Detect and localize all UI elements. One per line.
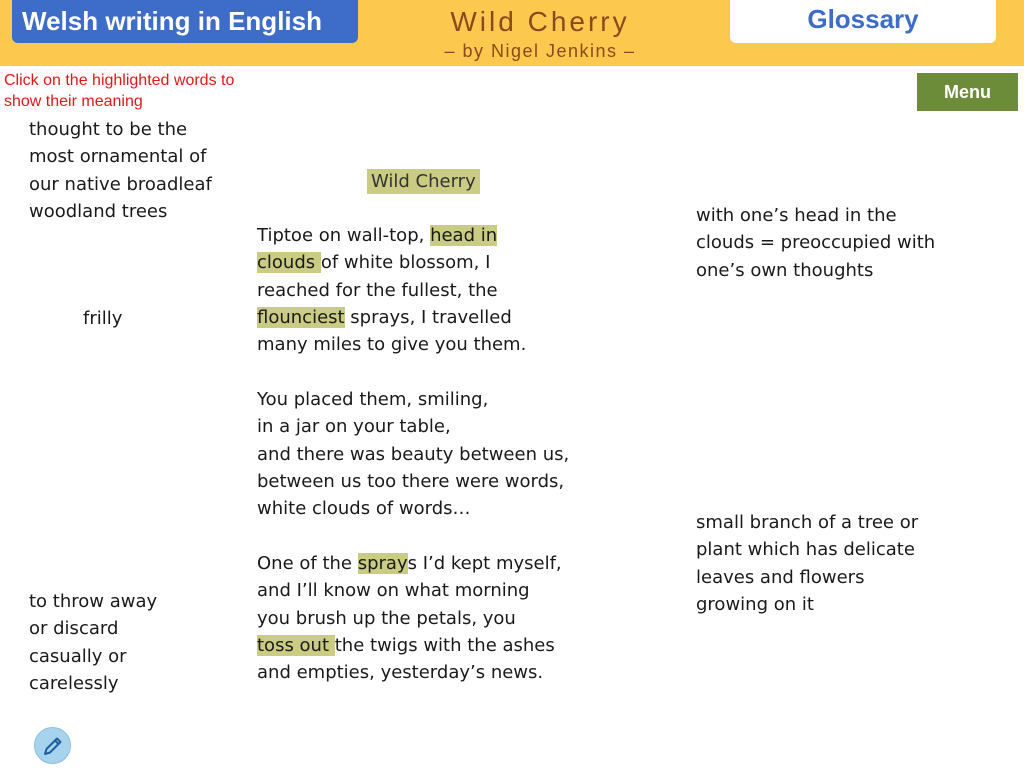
glossary-note-ornamental: thought to be the most ornamental of our native broadleaf woodland trees bbox=[29, 119, 212, 223]
poem-text: of white blossom, I bbox=[320, 252, 491, 274]
poem-line: between us too there were words, bbox=[257, 470, 565, 492]
glossary-note-head-in-clouds: with one’s head in the clouds = preoccupied with one’s own thoughts bbox=[696, 205, 936, 281]
poem-text: One of the bbox=[257, 553, 358, 574]
poem-line bbox=[257, 632, 562, 659]
highlight-spray[interactable]: spray bbox=[357, 553, 408, 574]
highlight-head-in[interactable]: head in bbox=[430, 225, 498, 246]
poem-text: the twigs with the ashes bbox=[334, 634, 555, 656]
poem-text: sprays, I travelled bbox=[344, 306, 512, 328]
poem-line: and there was beauty between us, bbox=[257, 443, 570, 465]
poem-line: and empties, yesterday’s news. bbox=[257, 662, 544, 684]
poem-line: and I’ll know on what morning bbox=[257, 580, 530, 602]
header-bar bbox=[0, 0, 1024, 66]
poem-line bbox=[257, 304, 526, 331]
highlight-flounciest[interactable]: flounciest bbox=[257, 306, 345, 328]
stanza-1 bbox=[257, 222, 526, 358]
poem-line: You placed them, smiling, bbox=[257, 389, 489, 410]
welsh-writing-button[interactable]: Welsh writing in English bbox=[12, 0, 358, 43]
poem-line: in a jar on your table, bbox=[257, 416, 451, 438]
glossary-note-flounciest: frilly bbox=[83, 308, 123, 329]
poem-line: you brush up the petals, you bbox=[257, 607, 516, 629]
menu-button[interactable]: Menu bbox=[917, 73, 1018, 111]
highlight-toss-out[interactable]: toss out bbox=[257, 634, 335, 656]
glossary-note-toss-out: to throw away or discard casually or carelessly bbox=[29, 591, 158, 695]
page-title: Wild Cherry bbox=[450, 6, 630, 37]
poem-line: many miles to give you them. bbox=[257, 334, 527, 356]
stanza-2 bbox=[257, 386, 569, 522]
poem-line: white clouds of words… bbox=[257, 498, 471, 520]
author-byline: – by Nigel Jenkins – bbox=[444, 41, 636, 61]
stanza-3 bbox=[257, 550, 562, 686]
poem-line: reached for the fullest, the bbox=[257, 279, 498, 301]
pencil-icon[interactable] bbox=[34, 727, 71, 764]
poem-line bbox=[257, 249, 526, 276]
poem-title-highlight[interactable]: Wild Cherry bbox=[367, 169, 480, 194]
glossary-note-spray: small branch of a tree or plant which has delicate leaves and flowers growing on it bbox=[696, 512, 919, 616]
poem-line bbox=[257, 550, 562, 577]
poem-text: Tiptoe on wall-top, bbox=[257, 225, 431, 246]
poem-line bbox=[257, 222, 526, 249]
poem-text: s I’d kept myself, bbox=[407, 553, 562, 574]
highlight-clouds[interactable]: clouds bbox=[257, 252, 321, 274]
instruction-text: Click on the highlighted words to show their meaning bbox=[4, 72, 235, 110]
glossary-button[interactable]: Glossary bbox=[730, 0, 996, 43]
